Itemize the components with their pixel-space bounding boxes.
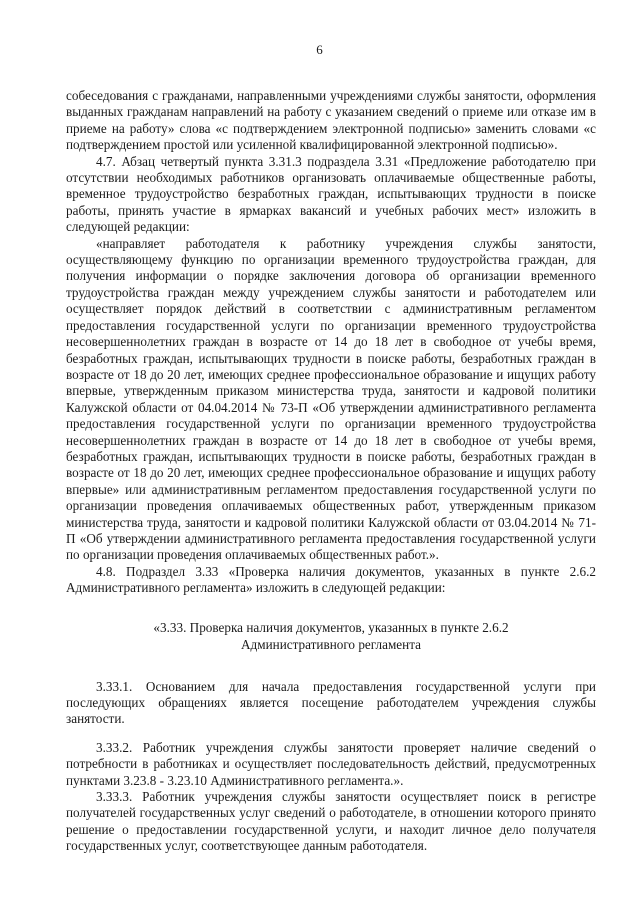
section-title-line-1: «3.33. Проверка наличия документов, указанных в пункте 2.6.2 [153, 619, 509, 635]
document-body [66, 88, 596, 855]
paragraph-4-8: 4.8. Подраздел 3.33 «Проверка наличия документов, указанных в пункте 2.6.2 Административного регламента» изложить в следующей редакции: [66, 563, 596, 596]
page-number: 6 [316, 42, 323, 57]
paragraph-3-33-3: 3.33.3. Работник учреждения службы занятости осуществляет поиск в регистре получателей государственных услуг сведений о работодателе, в отношении которого принято решение о предоставлении государственной услуги, и находит личное дело получателя государственных услуг, соответствующее данным работодателя. [66, 789, 596, 854]
paragraph-3-33-2: 3.33.2. Работник учреждения службы занятости проверяет наличие сведений о потребности в работниках и осуществляет последовательность действий, предусмотренных пунктами 3.23.8 - 3.23.10 Административного регламента.». [66, 739, 596, 788]
section-title-3-33 [66, 619, 596, 653]
paragraph-4-7: 4.7. Абзац четвертый пункта 3.31.3 подраздела 3.31 «Предложение работодателю при отсутствии необходимых работников организовать оплачиваемые общественные работы, временное трудоустройство безработных граждан, испытывающих трудности в поиске работы, принять участие в ярмарках вакансий и учебных рабочих мест» изложить в следующей редакции: [66, 153, 596, 235]
section-title-line-2: Административного регламента [241, 636, 421, 652]
paragraph-continuation: собеседования с гражданами, направленными учреждениями службы занятости, оформления выданных гражданам направлений на работу с указанием сведений о приеме или отказе им в приеме на работу» слова «с подтверждением электронной подписью» заменить словами «с подтверждением простой или усиленной квалифицированной электронной подписью». [66, 88, 596, 153]
paragraph-quoted-text: «направляет работодателя к работнику учреждения службы занятости, осуществляющему функцию по организации временного трудоустройства граждан, для получения информации о порядке заключения договора об организации временного трудоустройства граждан между учреждением службы занятости и работодателем или осуществляет порядок действий в соответствии с административным регламентом предоставления государственной услуги по организации временного трудоустройства несовершеннолетних граждан в возрасте от 14 до 18 лет в свободное от учебы время, безработных граждан, испытывающих трудности в поиске работы, безработных граждан в возрасте от 18 до 20 лет, имеющих среднее профессиональное образование и ищущих работу впервые, утвержденным приказом министерства труда, занятости и кадровой политики Калужской области от 04.04.2014 № 73-П «Об утверждении административного регламента предоставления государственной услуги по организации временного трудоустройства несовершеннолетних граждан в возрасте от 14 до 18 лет в свободное от учебы время, безработных граждан, испытывающих трудности в поиске работы, безработных граждан в возрасте от 18 до 20 лет, имеющих среднее профессиональное образование и ищущих работу впервые» или административным регламентом предоставления государственной услуги по организации проведения оплачиваемых общественных работ, утвержденным приказом министерства труда, занятости и кадровой политики Калужской области от 03.04.2014 № 71-П «Об утверждении административного регламента предоставления государственной услуги по организации проведения оплачиваемых общественных работ.». [66, 235, 596, 563]
paragraph-3-33-1: 3.33.1. Основанием для начала предоставления государственной услуги при последующих обращениях является посещение работодателем учреждения службы занятости. [66, 678, 596, 727]
